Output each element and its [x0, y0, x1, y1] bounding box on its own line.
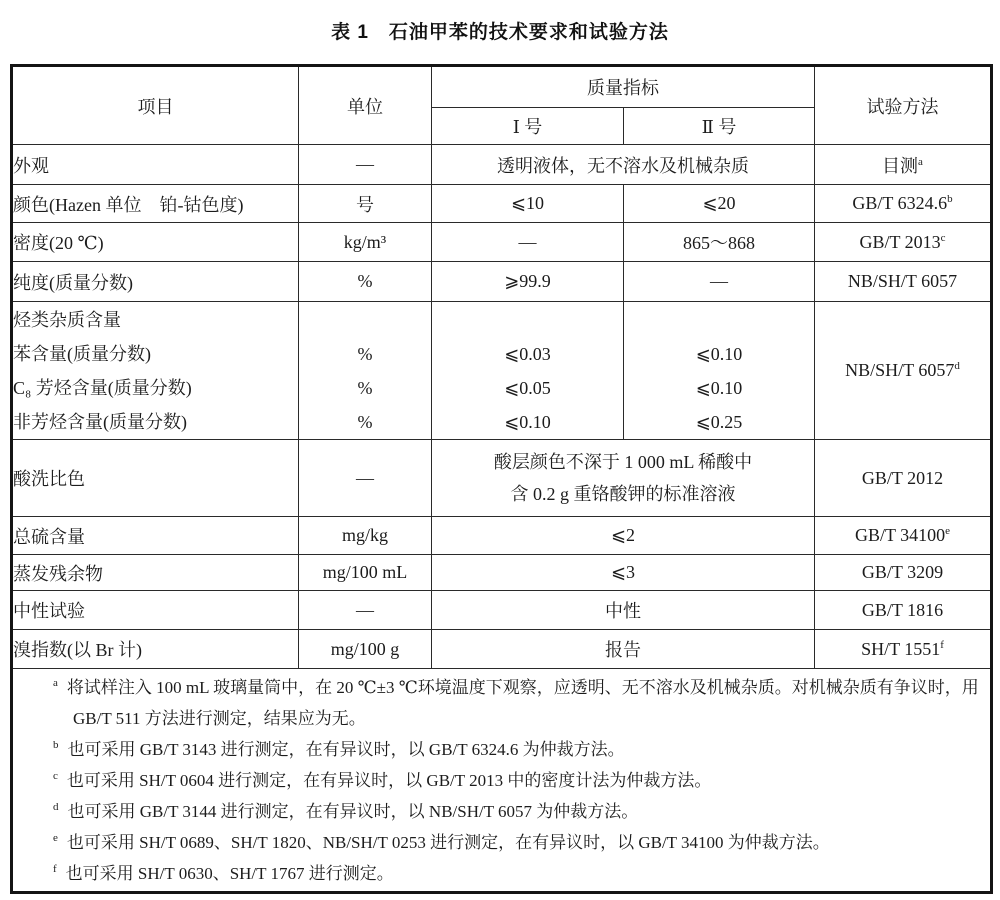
hydrocarbon-values-grade2: ⩽0.10 ⩽0.10 ⩽0.25 — [624, 302, 815, 440]
bromine-method — [815, 630, 992, 669]
neutrality-unit: — — [299, 591, 432, 630]
table-row-evaporation-residue — [12, 555, 992, 591]
footnote-mark: a — [53, 676, 58, 689]
footnote-ref: a — [918, 155, 923, 168]
footnote-mark: d — [53, 800, 59, 813]
sulfur-method — [815, 517, 992, 555]
header-item: 项目 — [12, 66, 299, 145]
table-row-appearance — [12, 145, 992, 185]
table-row-color — [12, 185, 992, 223]
neutrality-value: 中性 — [432, 591, 815, 630]
appearance-item: 外观 — [12, 145, 299, 185]
acid-wash-method: GB/T 2012 — [815, 440, 992, 517]
footnote-a — [13, 672, 990, 734]
table-row-bromine-index — [12, 630, 992, 669]
header-test-method: 试验方法 — [815, 66, 992, 145]
footnote-text: 也可采用 SH/T 0604 进行测定，在有异议时，以 GB/T 2013 中的密度计法为仲裁方法。 — [66, 770, 712, 790]
footnote-b — [13, 734, 990, 765]
footnote-text: 也可采用 GB/T 3144 进行测定，在有异议时，以 NB/SH/T 6057 为仲裁方法。 — [67, 801, 639, 821]
header-row-top — [12, 66, 992, 108]
hydrocarbon-units: % % % — [299, 302, 432, 440]
hydrocarbon-item-c8: C₈ 芳烃含量(质量分数) — [13, 377, 192, 398]
density-value-grade2: 865～868 — [624, 223, 815, 262]
footnote-d — [13, 796, 990, 827]
hydrocarbon-item-nonaromatic: 非芳烃含量(质量分数) — [13, 411, 187, 432]
header-grade-2: Ⅱ 号 — [624, 108, 815, 145]
bromine-value: 报告 — [432, 630, 815, 669]
table-row-total-sulfur — [12, 517, 992, 555]
color-value-grade2: ⩽20 — [624, 185, 815, 223]
table-row-purity — [12, 262, 992, 302]
hydrocarbon-group-title: 烃类杂质含量 — [13, 309, 121, 330]
neutrality-method: GB/T 1816 — [815, 591, 992, 630]
density-item: 密度(20 ℃) — [12, 223, 299, 262]
evaporation-unit: mg/100 mL — [299, 555, 432, 591]
table-row-density — [12, 223, 992, 262]
acid-wash-unit: — — [299, 440, 432, 517]
color-method — [815, 185, 992, 223]
footnote-text: 也可采用 SH/T 0689、SH/T 1820、NB/SH/T 0253 进行测定，在有异议时，以 GB/T 34100 为仲裁方法。 — [66, 832, 830, 852]
sulfur-value: ⩽2 — [432, 517, 815, 555]
density-unit: kg/m³ — [299, 223, 432, 262]
spec-table — [10, 64, 993, 894]
color-item: 颜色(Hazen 单位 铂-钴色度) — [12, 185, 299, 223]
footnote-mark: f — [53, 862, 57, 875]
bromine-unit: mg/100 g — [299, 630, 432, 669]
neutrality-item: 中性试验 — [12, 591, 299, 630]
footnote-mark: c — [53, 769, 58, 782]
method-text: GB/T 6324.6 — [852, 193, 948, 213]
evaporation-value: ⩽3 — [432, 555, 815, 591]
appearance-unit: — — [299, 145, 432, 185]
appearance-value: 透明液体，无不溶水及机械杂质 — [432, 145, 815, 185]
hydrocarbon-method — [815, 302, 992, 440]
footnote-ref: c — [940, 231, 946, 244]
purity-value-grade2: — — [624, 262, 815, 302]
method-text: GB/T 34100 — [854, 525, 946, 545]
appearance-method — [815, 145, 992, 185]
header-unit: 单位 — [299, 66, 432, 145]
method-text: NB/SH/T 6057 — [845, 360, 955, 380]
footnote-text: 也可采用 SH/T 0630、SH/T 1767 进行测定。 — [65, 863, 394, 883]
footnote-mark: b — [53, 738, 59, 751]
table-row-acid-wash-color — [12, 440, 992, 517]
footnote-text: 将试样注入 100 mL 玻璃量筒中，在 20 ℃±3 ℃环境温度下观察，应透明、无不溶水及机械杂质。对机械杂质有争议时，用 GB/T 511 方法进行测定，结果应为无。 — [66, 677, 979, 728]
footnotes-section — [12, 669, 992, 893]
footnote-c — [13, 765, 990, 796]
footnote-ref: f — [940, 638, 944, 651]
header-grade-1: Ⅰ 号 — [432, 108, 624, 145]
purity-item: 纯度(质量分数) — [12, 262, 299, 302]
density-value-grade1: — — [432, 223, 624, 262]
method-text: GB/T 2013 — [859, 231, 941, 252]
method-text: 目测 — [882, 155, 919, 176]
table-row-hydrocarbon-impurities — [12, 302, 992, 440]
hydrocarbon-item-benzene: 苯含量(质量分数) — [13, 343, 151, 364]
table-row-neutrality-test — [12, 591, 992, 630]
bromine-item: 溴指数(以 Br 计) — [12, 630, 299, 669]
hydrocarbon-items — [12, 302, 299, 440]
sulfur-item: 总硫含量 — [12, 517, 299, 555]
sulfur-unit: mg/kg — [299, 517, 432, 555]
footnote-e — [13, 827, 990, 858]
footnote-f — [13, 858, 990, 889]
evaporation-method: GB/T 3209 — [815, 555, 992, 591]
footnote-text: 也可采用 GB/T 3143 进行测定，在有异议时，以 GB/T 6324.6 为仲裁方法。 — [67, 739, 625, 759]
footnote-ref: b — [947, 193, 953, 205]
header-quality-index: 质量指标 — [432, 66, 815, 108]
evaporation-item: 蒸发残余物 — [12, 555, 299, 591]
method-text: SH/T 1551 — [861, 638, 941, 659]
page-title: 表 1 石油甲苯的技术要求和试验方法 — [331, 22, 669, 43]
acid-wash-value: 酸层颜色不深于 1 000 mL 稀酸中 含 0.2 g 重铬酸钾的标准溶液 — [432, 440, 815, 517]
density-method — [815, 223, 992, 262]
purity-value-grade1: ⩾99.9 — [432, 262, 624, 302]
footnote-mark: e — [53, 831, 58, 844]
footnotes-row — [12, 669, 992, 893]
purity-unit: % — [299, 262, 432, 302]
footnote-ref: e — [945, 525, 951, 537]
acid-wash-item: 酸洗比色 — [12, 440, 299, 517]
footnote-ref: d — [954, 360, 960, 372]
purity-method: NB/SH/T 6057 — [815, 262, 992, 302]
color-value-grade1: ⩽10 — [432, 185, 624, 223]
color-unit: 号 — [299, 185, 432, 223]
hydrocarbon-values-grade1: ⩽0.03 ⩽0.05 ⩽0.10 — [432, 302, 624, 440]
